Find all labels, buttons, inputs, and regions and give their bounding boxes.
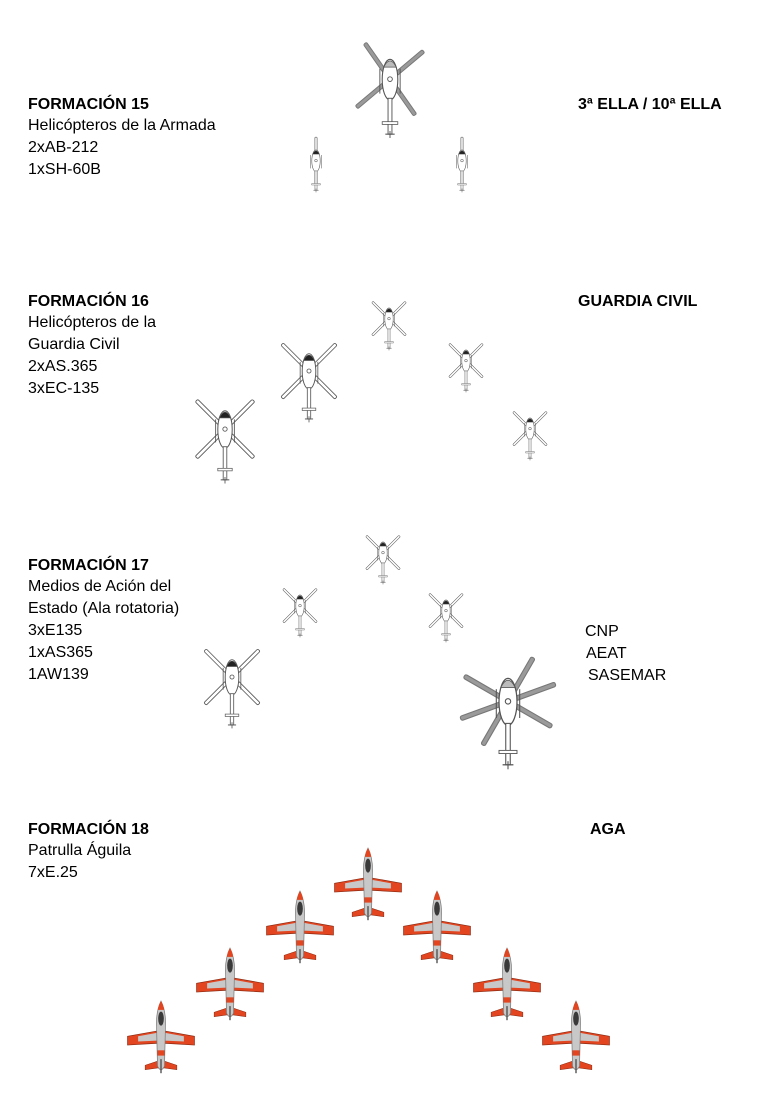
helicopter-icon xyxy=(281,343,337,422)
formation-line: 2xAB-212 xyxy=(28,139,99,156)
helicopter-icon xyxy=(204,649,260,728)
formation-line: Patrulla Águila xyxy=(28,842,132,859)
formation-line: 2xAS.365 xyxy=(28,358,98,375)
formation-title: FORMACIÓN 17 xyxy=(28,557,149,574)
formation-18-unit: AGA xyxy=(590,821,626,838)
helicopter-icon xyxy=(429,593,464,642)
jet-icon xyxy=(197,948,264,1020)
jet-icon xyxy=(267,891,334,963)
formation-line: Helicópteros de la xyxy=(28,314,157,331)
formation-line: Medios de Ación del xyxy=(28,578,172,595)
helicopter-icon xyxy=(283,588,318,637)
helicopter-icon xyxy=(311,137,322,192)
helicopter-icon xyxy=(513,411,548,460)
helicopter-icon xyxy=(460,657,556,770)
helicopter-icon xyxy=(355,42,424,138)
jet-icon xyxy=(404,891,471,963)
formation-title: FORMACIÓN 18 xyxy=(28,821,149,838)
agency-label: CNP xyxy=(585,623,619,640)
formation-line: 7xE.25 xyxy=(28,864,78,881)
formation-line: 3xE135 xyxy=(28,622,83,639)
helicopter-icon xyxy=(195,399,255,483)
formation-line: 1xSH-60B xyxy=(28,161,101,178)
helicopter-icon xyxy=(372,301,407,350)
formation-title: FORMACIÓN 15 xyxy=(28,96,149,113)
formation-line: Helicópteros de la Armada xyxy=(28,117,216,134)
formation-line: Estado (Ala rotatoria) xyxy=(28,600,180,617)
formation-line: 3xEC-135 xyxy=(28,380,100,397)
helicopter-icon xyxy=(366,535,401,584)
jet-icon xyxy=(543,1001,610,1073)
agency-label: AEAT xyxy=(586,645,627,662)
helicopter-icon xyxy=(457,137,468,192)
formation-16-unit: GUARDIA CIVIL xyxy=(578,293,698,310)
formation-title: FORMACIÓN 16 xyxy=(28,293,149,310)
formation-line: 1AW139 xyxy=(28,666,89,683)
formation-15-unit: 3ª ELLA / 10ª ELLA xyxy=(578,96,722,113)
formation-line: Guardia Civil xyxy=(28,336,120,353)
jet-icon xyxy=(335,848,402,920)
jet-icon xyxy=(474,948,541,1020)
agency-label: SASEMAR xyxy=(588,667,667,684)
helicopter-icon xyxy=(449,343,484,392)
formation-line: 1xAS365 xyxy=(28,644,93,661)
jet-icon xyxy=(128,1001,195,1073)
